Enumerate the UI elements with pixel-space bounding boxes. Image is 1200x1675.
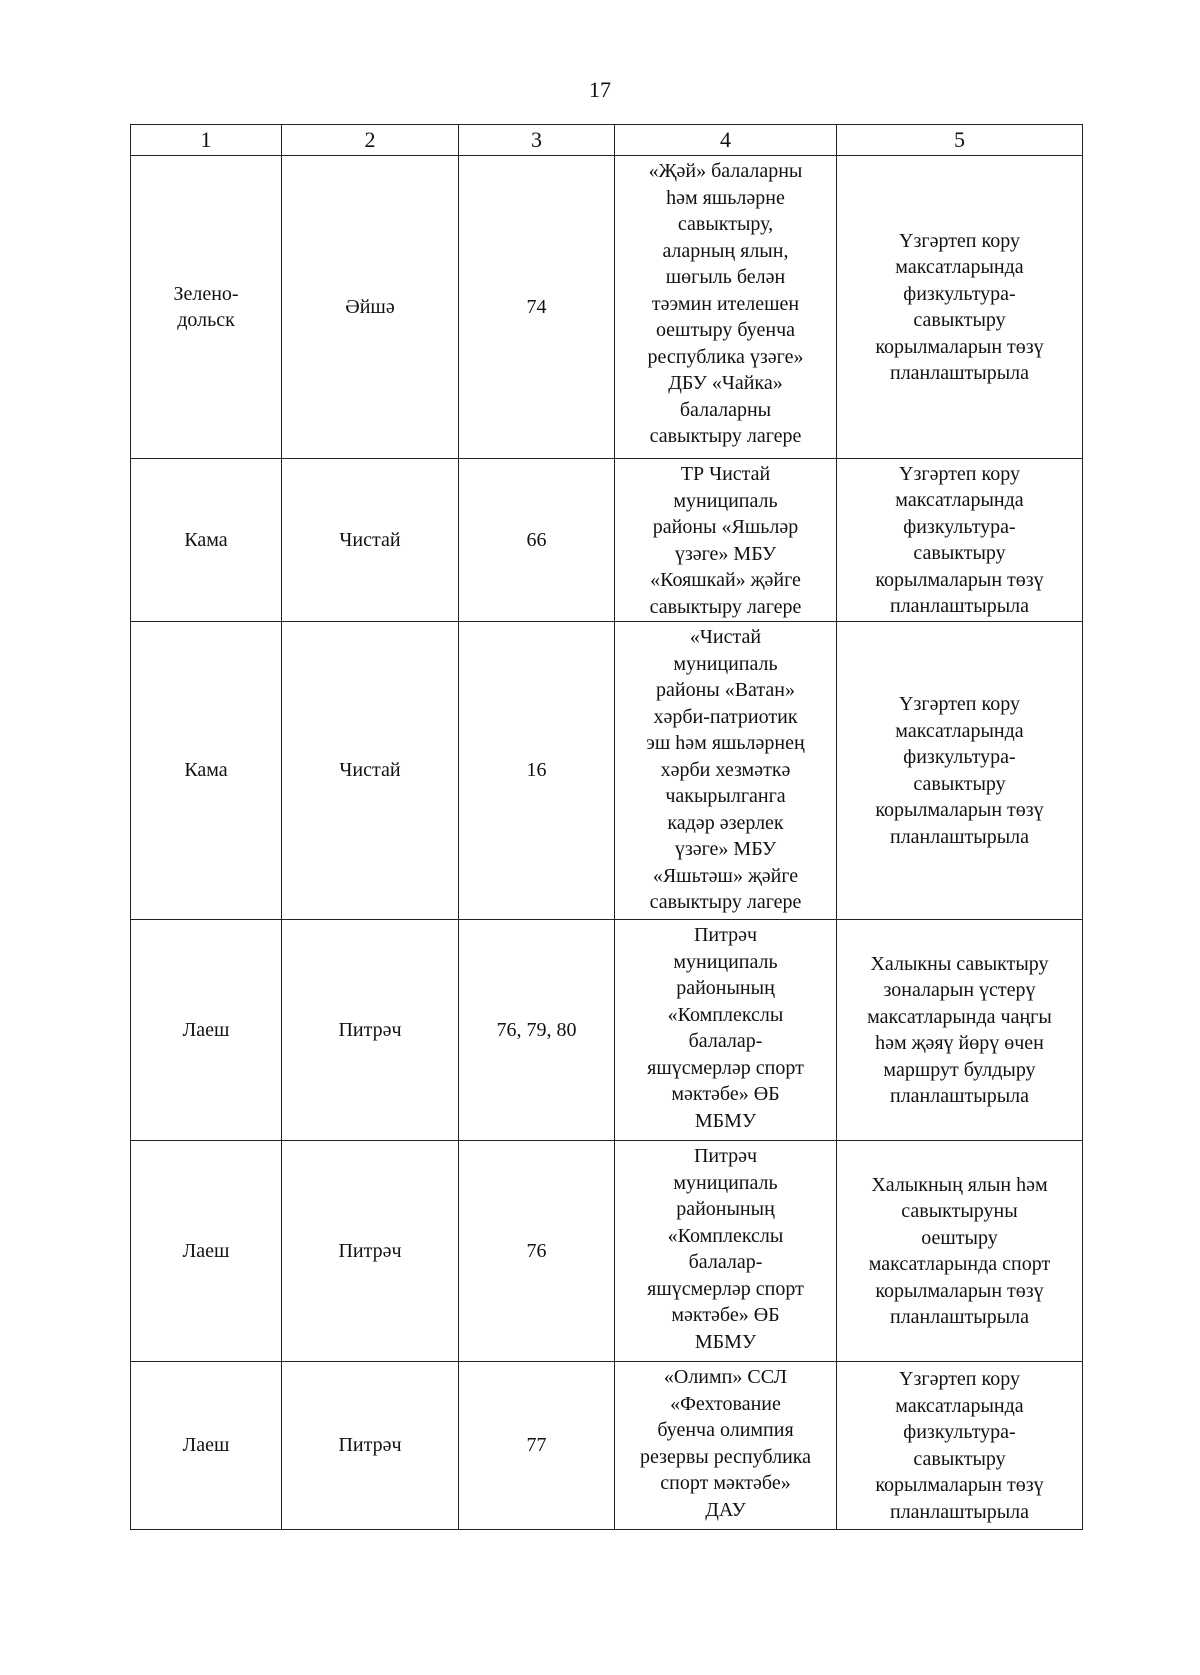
cell-plan: Үзгәртеп кору максатларында физкультура- савыктыру корылмаларын төзү планлаштырыла [837,459,1083,622]
cell-river: Лаеш [131,1362,282,1530]
page-number: 17 [589,77,611,102]
table-header-row [131,125,1083,156]
cell-settlement: Питрәч [282,920,459,1141]
cell-settlement: Чистай [282,459,459,622]
table-row [131,156,1083,459]
cell-number: 74 [459,156,615,459]
table-row [131,920,1083,1141]
cell-object: «Олимп» ССЛ «Фехтование буенча олимпия резервы республика спорт мәктәбе» ДАУ [615,1362,837,1530]
table-row [131,459,1083,622]
cell-plan: Үзгәртеп кору максатларында физкультура- савыктыру корылмаларын төзү планлаштырыла [837,1362,1083,1530]
cell-river: Кама [131,459,282,622]
column-header-2: 2 [282,125,459,156]
cell-number: 76, 79, 80 [459,920,615,1141]
column-header-5: 5 [837,125,1083,156]
cell-settlement: Питрәч [282,1141,459,1362]
column-header-1: 1 [131,125,282,156]
table-row [131,1141,1083,1362]
cell-number: 66 [459,459,615,622]
cell-object: «Җәй» балаларны һәм яшьләрне савыктыру, aларның ялын, шөгыль белән тәэмин ителешен оештыру буенча республика үзәге» ДБУ «Чайка» балаларны савыктыру лагере [615,156,837,459]
column-header-3: 3 [459,125,615,156]
table-row [131,1362,1083,1530]
cell-plan: Үзгәртеп кору максатларында физкультура- савыктыру корылмаларын төзү планлаштырыла [837,622,1083,920]
table-row [131,622,1083,920]
cell-river: Лаеш [131,1141,282,1362]
cell-plan: Халыкның ялын һәм савыктыруны оештыру максатларында спорт корылмаларын төзү планлаштырыла [837,1141,1083,1362]
cell-plan: Халыкны савыктыру зоналарын үстерү максатларында чаңгы һәм җәяү йөрү өчен маршрут булдыру планлаштырыла [837,920,1083,1141]
cell-number: 77 [459,1362,615,1530]
cell-object: ТР Чистай муниципаль районы «Яшьләр үзәге» МБУ «Кояшкай» җәйге савыктыру лагере [615,459,837,622]
cell-settlement: Чистай [282,622,459,920]
cell-object: Питрәч муниципаль районының «Комплекслы балалар- яшүсмерләр спорт мәктәбе» ӨБ МБМУ [615,1141,837,1362]
cell-number: 16 [459,622,615,920]
cell-river: Кама [131,622,282,920]
cell-object: «Чистай муниципаль районы «Ватан» хәрби-патриотик эш һәм яшьләрнең хәрби хезмәткә чакырылганга кадәр әзерлек үзәге» МБУ «Яшьтәш» җәйге савыктыру лагере [615,622,837,920]
data-table [130,124,1083,1530]
cell-settlement: Питрәч [282,1362,459,1530]
cell-river: Лаеш [131,920,282,1141]
cell-number: 76 [459,1141,615,1362]
cell-settlement: Әйшә [282,156,459,459]
cell-plan: Үзгәртеп кору максатларында физкультура- савыктыру корылмаларын төзү планлаштырыла [837,156,1083,459]
column-header-4: 4 [615,125,837,156]
cell-object: Питрәч муниципаль районының «Комплекслы балалар- яшүсмерләр спорт мәктәбе» ӨБ МБМУ [615,920,837,1141]
cell-river: Зелено- дольск [131,156,282,459]
